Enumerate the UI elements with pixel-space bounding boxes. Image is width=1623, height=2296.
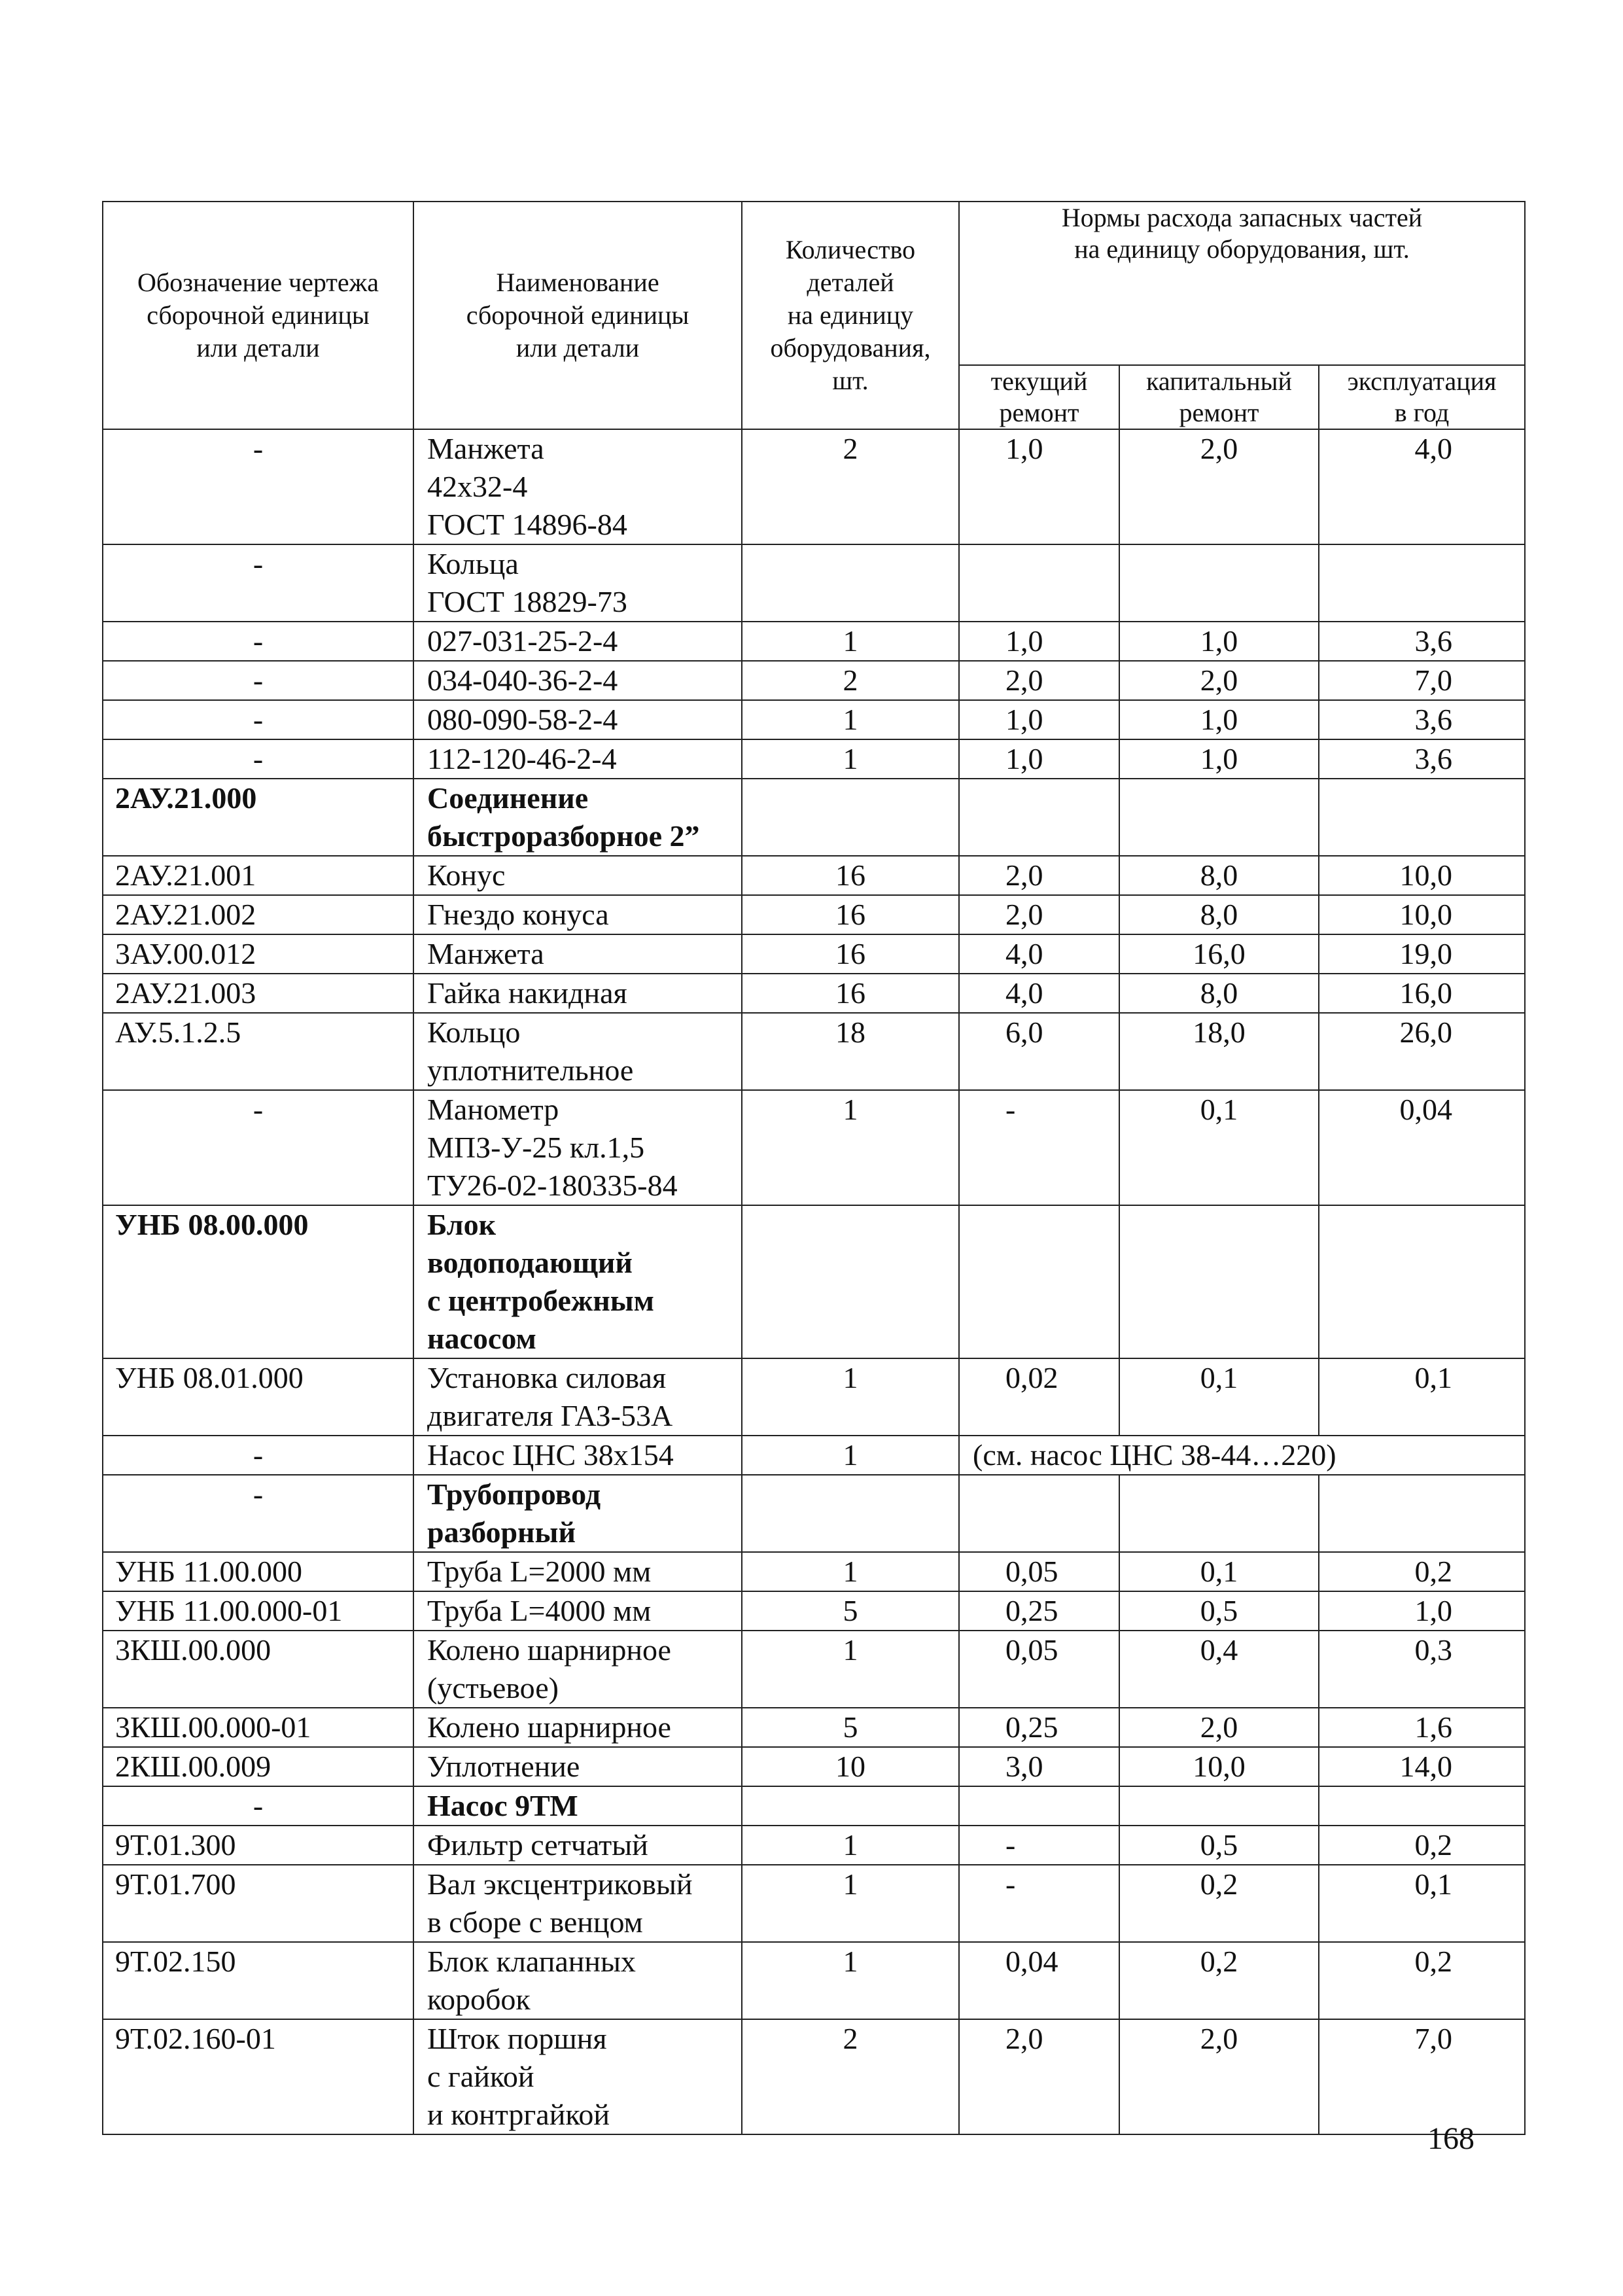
current-repair-cell: 2,0: [959, 661, 1119, 700]
name-cell: Манжета: [413, 934, 742, 974]
table-row: [103, 700, 1525, 739]
operation-cell: 3,6: [1319, 739, 1525, 779]
capital-repair-cell: 0,4: [1119, 1631, 1319, 1708]
quantity-cell: 18: [742, 1013, 959, 1090]
designation-cell: АУ.5.1.2.5: [103, 1013, 413, 1090]
capital-repair-cell: 8,0: [1119, 974, 1319, 1013]
table-row: [103, 1552, 1525, 1591]
table-row: [103, 895, 1525, 934]
capital-repair-cell: 0,1: [1119, 1552, 1319, 1591]
designation-cell: -: [103, 700, 413, 739]
quantity-cell: 1: [742, 700, 959, 739]
current-repair-cell: -: [959, 1090, 1119, 1205]
operation-cell: 7,0: [1319, 2019, 1525, 2134]
current-repair-cell: 0,04: [959, 1942, 1119, 2019]
operation-cell: [1319, 779, 1525, 856]
quantity-cell: 1: [742, 739, 959, 779]
quantity-cell: 16: [742, 934, 959, 974]
current-repair-cell: 0,05: [959, 1552, 1119, 1591]
name-cell: Кольцо уплотнительное: [413, 1013, 742, 1090]
table-row: [103, 1436, 1525, 1475]
header-row: [103, 202, 1525, 365]
designation-cell: 3АУ.00.012: [103, 934, 413, 974]
header-capital-repair: капитальный ремонт: [1119, 365, 1319, 429]
name-cell: Блок клапанных коробок: [413, 1942, 742, 2019]
header-quantity: Количество деталей на единицу оборудования, шт.: [742, 202, 959, 429]
quantity-cell: 1: [742, 1436, 959, 1475]
designation-cell: -: [103, 1090, 413, 1205]
quantity-cell: 5: [742, 1708, 959, 1747]
current-repair-cell: 1,0: [959, 739, 1119, 779]
designation-cell: -: [103, 544, 413, 622]
designation-cell: УНБ 11.00.000-01: [103, 1591, 413, 1631]
quantity-cell: 1: [742, 1631, 959, 1708]
table-row: [103, 1591, 1525, 1631]
operation-cell: 0,1: [1319, 1865, 1525, 1942]
spare-parts-table: [102, 201, 1526, 2135]
capital-repair-cell: 0,2: [1119, 1865, 1319, 1942]
capital-repair-cell: 0,1: [1119, 1358, 1319, 1436]
operation-cell: 16,0: [1319, 974, 1525, 1013]
table-row: [103, 2019, 1525, 2134]
designation-cell: 2АУ.21.003: [103, 974, 413, 1013]
designation-cell: 9Т.02.160-01: [103, 2019, 413, 2134]
norms-note-cell: (см. насос ЦНС 38-44…220): [959, 1436, 1525, 1475]
name-cell: 112-120-46-2-4: [413, 739, 742, 779]
table-row: [103, 622, 1525, 661]
name-cell: 027-031-25-2-4: [413, 622, 742, 661]
operation-cell: [1319, 1786, 1525, 1826]
capital-repair-cell: 2,0: [1119, 429, 1319, 544]
name-cell: Фильтр сетчатый: [413, 1826, 742, 1865]
quantity-cell: [742, 779, 959, 856]
designation-cell: 3КШ.00.000-01: [103, 1708, 413, 1747]
table-body: [103, 429, 1525, 2134]
designation-cell: 3КШ.00.000: [103, 1631, 413, 1708]
designation-cell: 2АУ.21.001: [103, 856, 413, 895]
header-operation: эксплуатация в год: [1319, 365, 1525, 429]
current-repair-cell: 4,0: [959, 934, 1119, 974]
header-current-repair: текущий ремонт: [959, 365, 1119, 429]
name-cell: Колено шарнирное: [413, 1708, 742, 1747]
quantity-cell: 1: [742, 1942, 959, 2019]
current-repair-cell: 4,0: [959, 974, 1119, 1013]
current-repair-cell: [959, 1786, 1119, 1826]
operation-cell: 0,2: [1319, 1552, 1525, 1591]
capital-repair-cell: 0,5: [1119, 1826, 1319, 1865]
name-cell: Вал эксцентриковый в сборе с венцом: [413, 1865, 742, 1942]
operation-cell: 3,6: [1319, 700, 1525, 739]
capital-repair-cell: 1,0: [1119, 622, 1319, 661]
current-repair-cell: 3,0: [959, 1747, 1119, 1786]
capital-repair-cell: [1119, 1475, 1319, 1552]
capital-repair-cell: 0,1: [1119, 1090, 1319, 1205]
capital-repair-cell: 0,5: [1119, 1591, 1319, 1631]
designation-cell: 2АУ.21.002: [103, 895, 413, 934]
quantity-cell: 16: [742, 856, 959, 895]
name-cell: Манометр МПЗ-У-25 кл.1,5 ТУ26-02-180335-84: [413, 1090, 742, 1205]
page-number: 168: [1427, 2121, 1475, 2156]
current-repair-cell: [959, 1475, 1119, 1552]
operation-cell: [1319, 1205, 1525, 1358]
operation-cell: 10,0: [1319, 895, 1525, 934]
designation-cell: -: [103, 661, 413, 700]
operation-cell: 26,0: [1319, 1013, 1525, 1090]
table-row: [103, 1013, 1525, 1090]
table-row: [103, 1090, 1525, 1205]
designation-cell: УНБ 11.00.000: [103, 1552, 413, 1591]
name-cell: Шток поршня с гайкой и контргайкой: [413, 2019, 742, 2134]
current-repair-cell: 2,0: [959, 2019, 1119, 2134]
quantity-cell: [742, 1205, 959, 1358]
table-row: [103, 1865, 1525, 1942]
designation-cell: -: [103, 429, 413, 544]
capital-repair-cell: [1119, 544, 1319, 622]
name-cell: Соединение быстроразборное 2”: [413, 779, 742, 856]
name-cell: Установка силовая двигателя ГАЗ-53А: [413, 1358, 742, 1436]
table-row: [103, 934, 1525, 974]
table-row: [103, 544, 1525, 622]
current-repair-cell: 0,05: [959, 1631, 1119, 1708]
quantity-cell: 2: [742, 2019, 959, 2134]
current-repair-cell: 2,0: [959, 895, 1119, 934]
capital-repair-cell: 8,0: [1119, 856, 1319, 895]
operation-cell: 7,0: [1319, 661, 1525, 700]
capital-repair-cell: 18,0: [1119, 1013, 1319, 1090]
operation-cell: 19,0: [1319, 934, 1525, 974]
capital-repair-cell: [1119, 1205, 1319, 1358]
designation-cell: -: [103, 622, 413, 661]
name-cell: Конус: [413, 856, 742, 895]
quantity-cell: 1: [742, 622, 959, 661]
operation-cell: 0,1: [1319, 1358, 1525, 1436]
current-repair-cell: [959, 779, 1119, 856]
operation-cell: 4,0: [1319, 429, 1525, 544]
quantity-cell: 2: [742, 661, 959, 700]
name-cell: Кольца ГОСТ 18829-73: [413, 544, 742, 622]
current-repair-cell: 0,25: [959, 1591, 1119, 1631]
capital-repair-cell: 8,0: [1119, 895, 1319, 934]
header-designation: Обозначение чертежа сборочной единицы или детали: [103, 202, 413, 429]
quantity-cell: 16: [742, 895, 959, 934]
table-row: [103, 1358, 1525, 1436]
table-row: [103, 1708, 1525, 1747]
current-repair-cell: -: [959, 1865, 1119, 1942]
table-row: [103, 1205, 1525, 1358]
operation-cell: 0,2: [1319, 1942, 1525, 2019]
capital-repair-cell: 0,2: [1119, 1942, 1319, 2019]
current-repair-cell: 1,0: [959, 622, 1119, 661]
table-row: [103, 1631, 1525, 1708]
quantity-cell: [742, 1786, 959, 1826]
designation-cell: 2АУ.21.000: [103, 779, 413, 856]
quantity-cell: 1: [742, 1826, 959, 1865]
current-repair-cell: 0,02: [959, 1358, 1119, 1436]
designation-cell: 9Т.01.700: [103, 1865, 413, 1942]
operation-cell: [1319, 1475, 1525, 1552]
current-repair-cell: 1,0: [959, 429, 1119, 544]
designation-cell: 9Т.01.300: [103, 1826, 413, 1865]
current-repair-cell: 1,0: [959, 700, 1119, 739]
name-cell: Насос ЦНС 38х154: [413, 1436, 742, 1475]
name-cell: 080-090-58-2-4: [413, 700, 742, 739]
capital-repair-cell: 2,0: [1119, 1708, 1319, 1747]
name-cell: 034-040-36-2-4: [413, 661, 742, 700]
operation-cell: [1319, 544, 1525, 622]
capital-repair-cell: 1,0: [1119, 700, 1319, 739]
name-cell: Манжета 42х32-4 ГОСТ 14896-84: [413, 429, 742, 544]
quantity-cell: 16: [742, 974, 959, 1013]
capital-repair-cell: [1119, 779, 1319, 856]
current-repair-cell: 2,0: [959, 856, 1119, 895]
name-cell: Уплотнение: [413, 1747, 742, 1786]
current-repair-cell: 0,25: [959, 1708, 1119, 1747]
quantity-cell: [742, 1475, 959, 1552]
table-row: [103, 1826, 1525, 1865]
table-row: [103, 1475, 1525, 1552]
quantity-cell: 1: [742, 1358, 959, 1436]
name-cell: Труба L=4000 мм: [413, 1591, 742, 1631]
name-cell: Трубопровод разборный: [413, 1475, 742, 1552]
quantity-cell: 5: [742, 1591, 959, 1631]
designation-cell: -: [103, 1436, 413, 1475]
quantity-cell: 10: [742, 1747, 959, 1786]
quantity-cell: 1: [742, 1552, 959, 1591]
operation-cell: 1,6: [1319, 1708, 1525, 1747]
operation-cell: 0,3: [1319, 1631, 1525, 1708]
operation-cell: 1,0: [1319, 1591, 1525, 1631]
designation-cell: -: [103, 1475, 413, 1552]
operation-cell: 0,2: [1319, 1826, 1525, 1865]
operation-cell: 14,0: [1319, 1747, 1525, 1786]
operation-cell: 10,0: [1319, 856, 1525, 895]
operation-cell: 0,04: [1319, 1090, 1525, 1205]
name-cell: Труба L=2000 мм: [413, 1552, 742, 1591]
name-cell: Блок водоподающий с центробежным насосом: [413, 1205, 742, 1358]
table-row: [103, 856, 1525, 895]
quantity-cell: 1: [742, 1090, 959, 1205]
header-norms: Нормы расхода запасных частей на единицу оборудования, шт.: [959, 202, 1525, 365]
current-repair-cell: [959, 544, 1119, 622]
name-cell: Гнездо конуса: [413, 895, 742, 934]
designation-cell: 2КШ.00.009: [103, 1747, 413, 1786]
name-cell: Колено шарнирное (устьевое): [413, 1631, 742, 1708]
designation-cell: -: [103, 1786, 413, 1826]
capital-repair-cell: 16,0: [1119, 934, 1319, 974]
capital-repair-cell: 2,0: [1119, 2019, 1319, 2134]
capital-repair-cell: [1119, 1786, 1319, 1826]
capital-repair-cell: 10,0: [1119, 1747, 1319, 1786]
table-row: [103, 661, 1525, 700]
table-row: [103, 429, 1525, 544]
current-repair-cell: -: [959, 1826, 1119, 1865]
table-row: [103, 974, 1525, 1013]
capital-repair-cell: 2,0: [1119, 661, 1319, 700]
name-cell: Гайка накидная: [413, 974, 742, 1013]
designation-cell: 9Т.02.150: [103, 1942, 413, 2019]
table-row: [103, 1747, 1525, 1786]
name-cell: Насос 9ТМ: [413, 1786, 742, 1826]
quantity-cell: [742, 544, 959, 622]
designation-cell: УНБ 08.01.000: [103, 1358, 413, 1436]
capital-repair-cell: 1,0: [1119, 739, 1319, 779]
operation-cell: 3,6: [1319, 622, 1525, 661]
table-row: [103, 1786, 1525, 1826]
designation-cell: УНБ 08.00.000: [103, 1205, 413, 1358]
designation-cell: -: [103, 739, 413, 779]
quantity-cell: 1: [742, 1865, 959, 1942]
current-repair-cell: [959, 1205, 1119, 1358]
table-row: [103, 739, 1525, 779]
header-name: Наименование сборочной единицы или детали: [413, 202, 742, 429]
current-repair-cell: 6,0: [959, 1013, 1119, 1090]
quantity-cell: 2: [742, 429, 959, 544]
table-row: [103, 1942, 1525, 2019]
table-row: [103, 779, 1525, 856]
